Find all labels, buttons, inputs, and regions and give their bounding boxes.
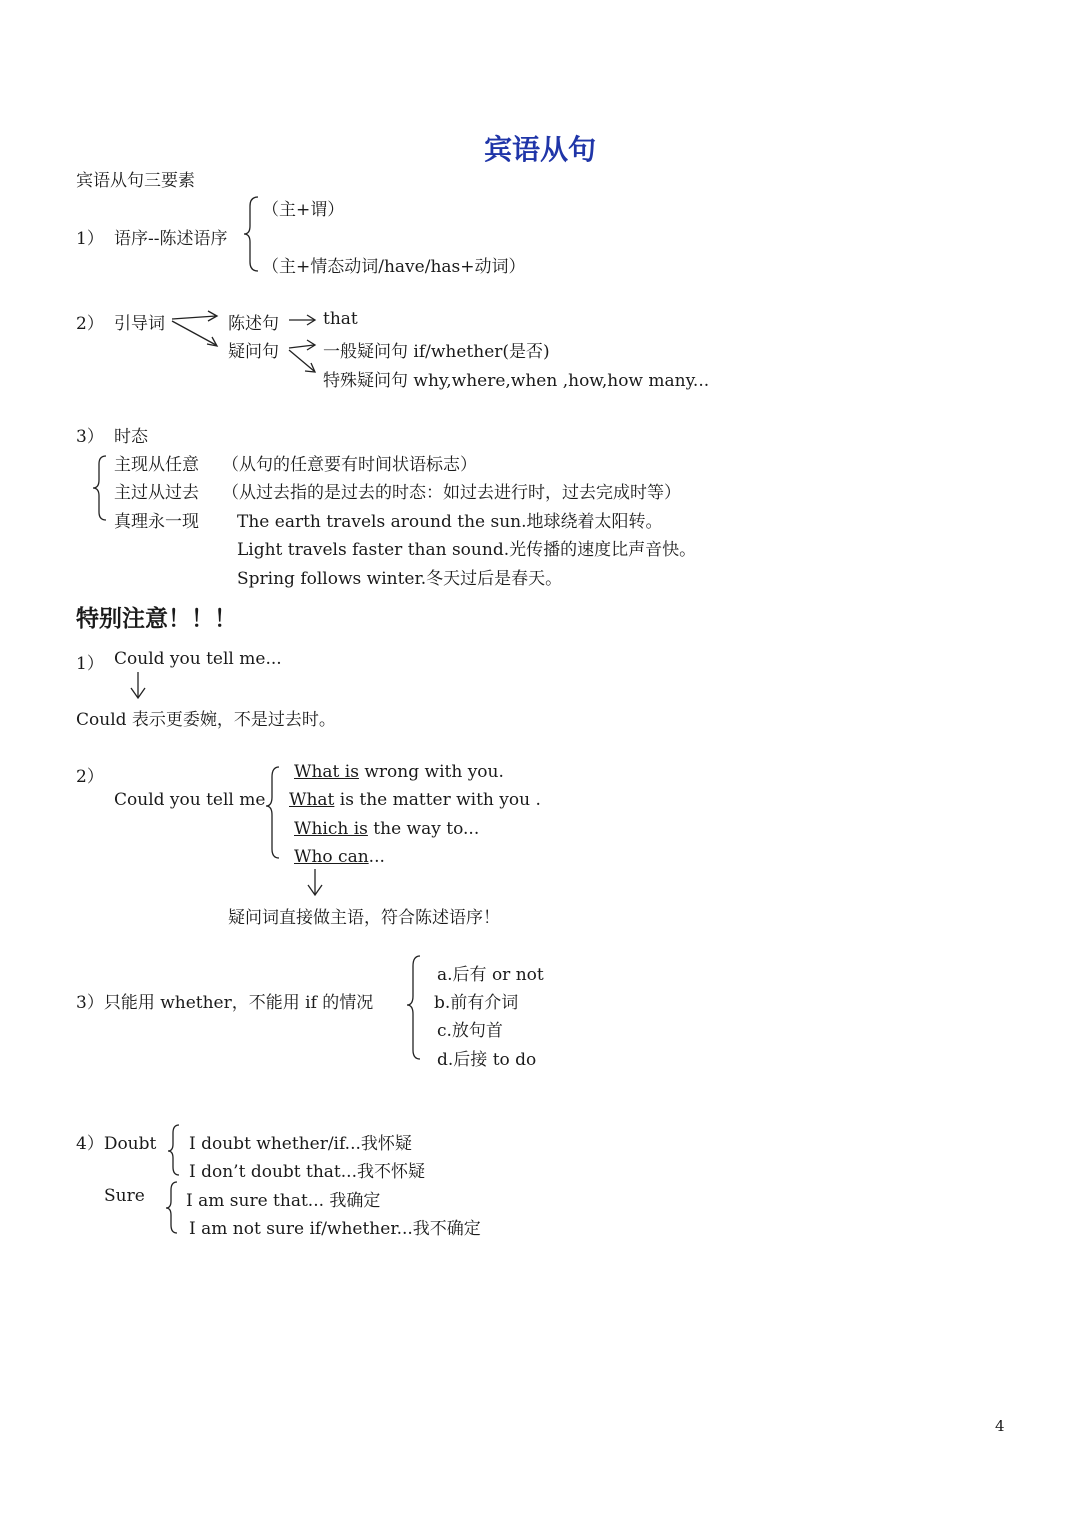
attention-heading: 特别注意！！！ xyxy=(76,605,237,632)
s2-declarative: 陈述句 xyxy=(228,314,279,334)
n4-doubt-brace xyxy=(168,1125,179,1175)
s2-arrow-special-head xyxy=(305,363,315,372)
n3-brace xyxy=(407,956,420,1059)
s2-general-question: 一般疑问句 if/whether(是否) xyxy=(323,342,550,362)
n2-brace xyxy=(266,767,279,858)
n1-note: Could 表示更委婉，不是过去时。 xyxy=(76,710,336,730)
s3-example-1: The earth travels around the sun.地球绕着太阳转。 xyxy=(237,512,663,532)
s3-rule-1: 主现从任意 xyxy=(114,455,199,475)
n2-item-1 xyxy=(294,762,504,782)
intro-heading: 宾语从句三要素 xyxy=(76,171,195,191)
s3-label: 时态 xyxy=(114,427,148,447)
s2-arrow-to-decl-head xyxy=(208,311,217,321)
n2-item-3-underlined: Which is xyxy=(294,819,368,839)
n4-sure-1: I am sure that... 我确定 xyxy=(186,1191,381,1211)
n3-item-c: c.放句首 xyxy=(437,1021,503,1041)
n1-down-arrow-head xyxy=(131,688,145,698)
n4-doubt-label: 4）Doubt xyxy=(76,1134,157,1154)
n3-label: 3）只能用 whether，不能用 if 的情况 xyxy=(76,993,374,1013)
n2-item-4-underlined: Who can xyxy=(294,847,369,867)
n4-doubt-2: I don’t doubt that...我不怀疑 xyxy=(189,1162,425,1182)
page-title: 宾语从句 xyxy=(484,133,597,166)
n2-item-4 xyxy=(294,847,385,867)
s2-question: 疑问句 xyxy=(228,342,279,362)
n3-item-a: a.后有 or not xyxy=(437,965,544,985)
s1-brace xyxy=(244,197,258,271)
s2-arrow-general-head xyxy=(307,340,315,350)
s1-option-1: （主+谓） xyxy=(262,200,345,220)
s1-num: 1） xyxy=(76,229,104,249)
n1-num: 1） xyxy=(76,654,104,674)
s2-arrow-special xyxy=(289,350,314,371)
s3-num: 3） xyxy=(76,427,104,447)
s1-label: 语序--陈述语序 xyxy=(114,229,228,249)
n2-item-1-underlined: What is xyxy=(294,762,359,782)
n2-down-arrow-head xyxy=(308,885,322,895)
n2-item-2 xyxy=(289,790,541,810)
s3-rule-1-note: （从句的任意要有时间状语标志） xyxy=(222,455,477,475)
n3-item-d: d.后接 to do xyxy=(437,1050,537,1070)
n2-note: 疑问词直接做主语，符合陈述语序！ xyxy=(228,908,500,928)
n4-sure-2: I am not sure if/whether...我不确定 xyxy=(189,1219,481,1239)
s2-special-question: 特殊疑问句 why,where,when ,how,how many... xyxy=(323,371,710,391)
s2-arrow-general xyxy=(289,345,314,348)
s3-example-2: Light travels faster than sound.光传播的速度比声音快。 xyxy=(237,540,697,560)
n2-item-3-rest: the way to... xyxy=(367,819,480,839)
n2-item-2-rest: is the matter with you . xyxy=(334,790,541,810)
s3-rule-2: 主过从过去 xyxy=(114,483,199,503)
s2-arrow-to-decl xyxy=(172,316,216,319)
n4-sure-label: Sure xyxy=(104,1186,145,1206)
n2-item-4-rest: ... xyxy=(368,847,385,867)
s2-arrow-to-ques-head xyxy=(207,337,217,346)
s2-that: that xyxy=(323,309,358,329)
s3-brace xyxy=(93,456,106,520)
s3-rule-3: 真理永一现 xyxy=(114,512,199,532)
s2-label: 引导词 xyxy=(114,314,165,334)
n4-doubt-1: I doubt whether/if...我怀疑 xyxy=(189,1134,412,1154)
s1-option-2: （主+情态动词/have/has+动词） xyxy=(262,257,526,277)
s3-example-3: Spring follows winter.冬天过后是春天。 xyxy=(237,569,563,589)
s2-arrow-to-ques xyxy=(172,321,216,345)
s2-arrow-that-head xyxy=(307,315,315,325)
n4-sure-brace xyxy=(166,1182,177,1233)
s2-num: 2） xyxy=(76,314,104,334)
page-number: 4 xyxy=(995,1417,1005,1435)
n1-phrase: Could you tell me... xyxy=(114,649,282,669)
s3-rule-2-note: （从过去指的是过去的时态：如过去进行时，过去完成时等） xyxy=(222,483,681,503)
n3-item-b: b.前有介词 xyxy=(434,993,519,1013)
n2-num: 2） xyxy=(76,767,104,787)
n2-item-2-underlined: What xyxy=(289,790,335,810)
n2-item-1-rest: wrong with you. xyxy=(358,762,504,782)
n2-stem: Could you tell me xyxy=(114,790,266,810)
n2-item-3 xyxy=(294,819,479,839)
